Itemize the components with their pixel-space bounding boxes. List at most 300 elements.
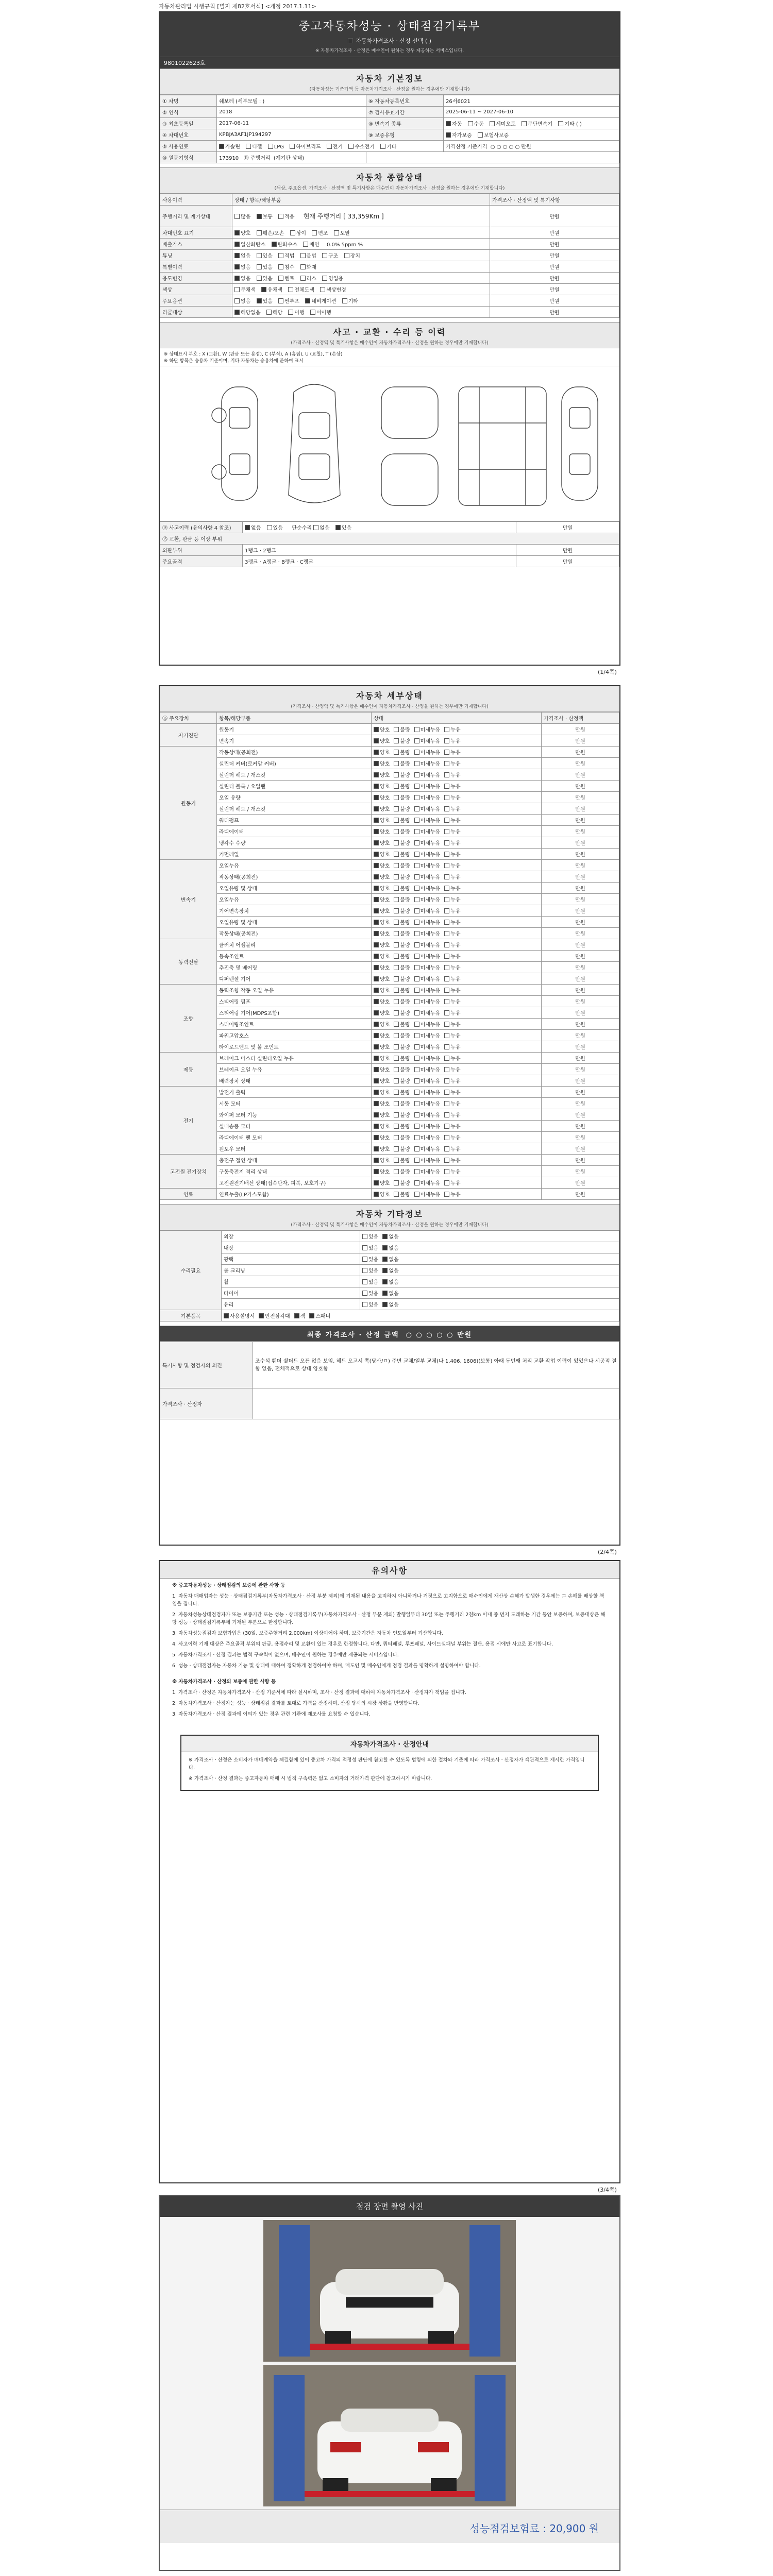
state-checkbox[interactable] [444,1192,449,1197]
state-checkbox[interactable] [394,727,399,732]
state-checkbox[interactable] [444,795,449,800]
state-label: 양호 [380,1011,390,1016]
state-checkbox[interactable] [444,750,449,755]
state-checkbox[interactable] [444,1044,449,1049]
other-checkbox[interactable] [362,1234,367,1239]
state-checkbox[interactable] [444,1090,449,1095]
state-checkbox[interactable] [374,1010,379,1015]
state-checkbox[interactable] [374,1124,379,1129]
fuel-diesel-checkbox[interactable] [246,144,251,149]
opt-checkbox[interactable] [234,242,240,247]
trans-semi-checkbox[interactable] [490,121,495,126]
state-checkbox[interactable] [444,840,449,845]
state-checkbox[interactable] [444,772,449,777]
summary-header [160,167,619,194]
state-checkbox[interactable] [444,1146,449,1151]
state-checkbox[interactable] [444,727,449,732]
opt-checkbox[interactable] [234,253,240,258]
opt-checkbox[interactable] [288,287,293,292]
state-checkbox[interactable] [374,750,379,755]
state-checkbox[interactable] [394,806,399,811]
opt-checkbox[interactable] [234,214,240,219]
state-checkbox[interactable] [394,1135,399,1140]
state-label: 누유 [450,1136,461,1141]
state-checkbox[interactable] [394,999,399,1004]
state-checkbox[interactable] [374,727,379,732]
detail-state [372,1064,542,1075]
state-checkbox[interactable] [394,976,399,981]
warranty-self-checkbox[interactable] [446,132,451,138]
opt-checkbox[interactable] [278,214,283,219]
state-checkbox[interactable] [444,1033,449,1038]
state-checkbox[interactable] [394,965,399,970]
state-checkbox[interactable] [394,908,399,913]
opt-checkbox[interactable] [234,264,240,269]
state-checkbox[interactable] [394,874,399,879]
detail-item: 연료누출(LP가스포함) [217,1189,372,1200]
state-checkbox[interactable] [374,965,379,970]
state-label: 누유 [450,1022,461,1028]
other-checkbox[interactable] [362,1302,367,1307]
state-checkbox[interactable] [444,942,449,947]
state-checkbox[interactable] [394,750,399,755]
state-checkbox[interactable] [414,1101,419,1106]
state-label: 미세누유 [420,897,441,903]
price-guide-text: ※ 가격조사 · 산정 결과는 중고자동차 매매 시 법적 구속력은 없고 소비자의 거래가격 판단에 참고하시기 바랍니다. [189,1776,432,1782]
basic-item-checkbox[interactable] [309,1313,314,1318]
state-checkbox[interactable] [414,1180,419,1185]
state-checkbox[interactable] [414,795,419,800]
state-checkbox[interactable] [374,1192,379,1197]
state-checkbox[interactable] [414,874,419,879]
repair-none-checkbox[interactable] [313,525,318,530]
detail-item: 작동상태(공회전) [217,871,372,883]
accident-yes-checkbox[interactable] [267,525,272,530]
state-checkbox[interactable] [394,1101,399,1106]
other-checkbox[interactable] [382,1302,388,1307]
state-checkbox[interactable] [414,1010,419,1015]
opt-checkbox[interactable] [305,298,310,303]
state-checkbox[interactable] [414,942,419,947]
basic-item-checkbox[interactable] [294,1313,299,1318]
engine-value: 173910 [219,156,239,161]
state-checkbox[interactable] [444,1124,449,1129]
state-checkbox[interactable] [394,1124,399,1129]
price-guide-box [180,1735,599,1791]
state-checkbox[interactable] [374,738,379,743]
state-checkbox[interactable] [374,942,379,947]
state-checkbox[interactable] [394,931,399,936]
other-checkbox[interactable] [382,1268,388,1273]
opt-checkbox[interactable] [300,276,306,281]
state-checkbox[interactable] [394,840,399,845]
state-checkbox[interactable] [374,1158,379,1163]
state-checkbox[interactable] [374,1056,379,1061]
trans-cvt-checkbox[interactable] [522,121,527,126]
final-header [160,1326,619,1342]
state-checkbox[interactable] [444,897,449,902]
trans-manual-checkbox[interactable] [468,121,473,126]
state-checkbox[interactable] [414,772,419,777]
detail-group-label: 연료 [160,1189,217,1200]
notice-sub: ※ 자동차가격조사 · 산정의 보증에 관한 사항 등 [172,1679,276,1685]
other-checkbox[interactable] [362,1245,367,1250]
state-checkbox[interactable] [444,1078,449,1083]
state-checkbox[interactable] [414,1158,419,1163]
state-checkbox[interactable] [444,920,449,925]
opt-checkbox[interactable] [272,242,277,247]
state-checkbox[interactable] [414,1067,419,1072]
state-checkbox[interactable] [444,874,449,879]
state-checkbox[interactable] [374,886,379,891]
state-checkbox[interactable] [394,1169,399,1174]
state-checkbox[interactable] [394,738,399,743]
state-checkbox[interactable] [374,897,379,902]
state-checkbox[interactable] [374,1033,379,1038]
other-checkbox[interactable] [362,1279,367,1284]
state-checkbox[interactable] [394,1112,399,1117]
other-checkbox[interactable] [382,1234,388,1239]
state-checkbox[interactable] [444,863,449,868]
state-label: 불량 [400,818,410,824]
fuel-electric-checkbox[interactable] [327,144,332,149]
other-checkbox[interactable] [362,1268,367,1273]
state-checkbox[interactable] [444,988,449,993]
summary-row-label: 리콜대상 [160,307,232,318]
opt-checkbox[interactable] [234,310,240,315]
notice-item: 1. 가격조사 · 산정은 자동차가격조사 · 산정 기준서에 따라 실시하며, 조사 · 산정 결과에 대하여 자동차가격조사 · 산정자가 책임을 집니다. [172,1690,466,1696]
detail-note: 만원 [542,996,619,1007]
opt-checkbox[interactable] [342,298,347,303]
state-checkbox[interactable] [444,818,449,823]
other-checkbox[interactable] [382,1279,388,1284]
opt-checkbox[interactable] [322,253,327,258]
state-checkbox[interactable] [394,988,399,993]
repair-yes-checkbox[interactable] [335,525,341,530]
state-checkbox[interactable] [394,852,399,857]
detail-state [372,1132,542,1143]
state-checkbox[interactable] [374,920,379,925]
summary-row-note: 만원 [490,250,619,261]
detail-state [372,1155,542,1166]
state-checkbox[interactable] [444,1056,449,1061]
opt-label: 무채색 [241,287,256,293]
state-checkbox[interactable] [394,818,399,823]
opt-checkbox[interactable] [257,230,262,235]
state-checkbox[interactable] [414,1044,419,1049]
state-checkbox[interactable] [374,1112,379,1117]
state-checkbox[interactable] [394,942,399,947]
state-label: 미세누유 [420,943,441,948]
state-checkbox[interactable] [414,852,419,857]
fuel-gasoline-checkbox[interactable] [219,144,224,149]
state-checkbox[interactable] [374,829,379,834]
state-checkbox[interactable] [414,761,419,766]
opt-label: 있음 [273,526,283,531]
state-checkbox[interactable] [374,1022,379,1027]
inspection-photo-front [263,2220,516,2362]
trans-auto-checkbox[interactable] [446,121,451,126]
accident-note: 만원 [516,545,619,556]
detail-note: 만원 [542,837,619,849]
state-checkbox[interactable] [444,852,449,857]
state-checkbox[interactable] [374,874,379,879]
state-label: 양호 [380,1158,390,1164]
opt-checkbox[interactable] [266,310,272,315]
state-checkbox[interactable] [414,920,419,925]
other-checkbox[interactable] [382,1257,388,1262]
state-checkbox[interactable] [414,1056,419,1061]
state-checkbox[interactable] [414,784,419,789]
state-checkbox[interactable] [414,738,419,743]
detail-state [372,781,542,792]
price-check-checkbox[interactable] [348,38,353,43]
state-checkbox[interactable] [414,976,419,981]
state-checkbox[interactable] [444,1112,449,1117]
basic-item-checkbox[interactable] [259,1313,264,1318]
opt-checkbox[interactable] [300,264,306,269]
state-checkbox[interactable] [374,1101,379,1106]
state-checkbox[interactable] [394,1146,399,1151]
state-checkbox[interactable] [394,1090,399,1095]
opt-checkbox[interactable] [278,276,283,281]
state-checkbox[interactable] [394,863,399,868]
state-checkbox[interactable] [444,738,449,743]
opt-checkbox[interactable] [261,287,266,292]
detail-note: 만원 [542,815,619,826]
state-checkbox[interactable] [394,1078,399,1083]
state-checkbox[interactable] [414,1192,419,1197]
opt-label: 미이행 [316,310,331,316]
state-checkbox[interactable] [394,795,399,800]
state-checkbox[interactable] [374,1044,379,1049]
state-checkbox[interactable] [394,1022,399,1027]
state-checkbox[interactable] [444,761,449,766]
state-checkbox[interactable] [444,1010,449,1015]
basic-info-table [160,95,619,163]
state-checkbox[interactable] [444,1022,449,1027]
state-checkbox[interactable] [394,920,399,925]
basic-item-checkbox[interactable] [224,1313,229,1318]
state-checkbox[interactable] [374,1169,379,1174]
state-checkbox[interactable] [414,840,419,845]
state-checkbox[interactable] [394,829,399,834]
state-checkbox[interactable] [374,1135,379,1140]
opt-checkbox[interactable] [334,230,339,235]
opt-checkbox[interactable] [344,253,349,258]
opt-checkbox[interactable] [278,253,283,258]
state-checkbox[interactable] [374,1078,379,1083]
detail-item: 작동상태(공회전) [217,928,372,939]
state-checkbox[interactable] [444,1169,449,1174]
state-checkbox[interactable] [414,806,419,811]
state-checkbox[interactable] [394,897,399,902]
state-checkbox[interactable] [444,954,449,959]
detail-note: 만원 [542,871,619,883]
state-checkbox[interactable] [394,1033,399,1038]
detail-note: 만원 [542,1075,619,1087]
state-checkbox[interactable] [414,727,419,732]
state-checkbox[interactable] [394,1044,399,1049]
state-checkbox[interactable] [374,761,379,766]
state-checkbox[interactable] [414,750,419,755]
state-checkbox[interactable] [444,886,449,891]
state-checkbox[interactable] [394,784,399,789]
state-checkbox[interactable] [414,931,419,936]
fuel-hydrogen-checkbox[interactable] [348,144,354,149]
state-checkbox[interactable] [394,886,399,891]
opt-checkbox[interactable] [288,310,293,315]
state-checkbox[interactable] [444,1135,449,1140]
state-checkbox[interactable] [374,852,379,857]
state-checkbox[interactable] [394,761,399,766]
state-checkbox[interactable] [394,1056,399,1061]
state-checkbox[interactable] [444,999,449,1004]
page-2 [159,685,620,1546]
state-checkbox[interactable] [414,1078,419,1083]
state-checkbox[interactable] [394,1010,399,1015]
opt-checkbox[interactable] [303,242,308,247]
state-checkbox[interactable] [374,806,379,811]
state-checkbox[interactable] [374,954,379,959]
state-checkbox[interactable] [374,1146,379,1151]
state-checkbox[interactable] [394,1067,399,1072]
fuel-hybrid-checkbox[interactable] [290,144,295,149]
opt-checkbox[interactable] [257,253,262,258]
state-checkbox[interactable] [414,999,419,1004]
summary-row-note: 만원 [490,295,619,307]
warranty-label: ⑨ 보증유형 [366,129,444,141]
fuel-other-checkbox[interactable] [380,144,385,149]
opt-label: 유채색 [267,287,283,293]
opt-checkbox[interactable] [234,298,240,303]
state-checkbox[interactable] [444,931,449,936]
state-checkbox[interactable] [444,1067,449,1072]
detail-group-label: 제동 [160,1053,217,1087]
other-checkbox[interactable] [362,1257,367,1262]
state-checkbox[interactable] [374,1180,379,1185]
accident-header [160,322,619,348]
accident-none-checkbox[interactable] [245,525,250,530]
price-guide-body [181,1752,598,1790]
state-checkbox[interactable] [394,1192,399,1197]
state-checkbox[interactable] [444,976,449,981]
other-checkbox[interactable] [362,1291,367,1296]
state-checkbox[interactable] [414,818,419,823]
state-checkbox[interactable] [414,1169,419,1174]
state-checkbox[interactable] [444,1180,449,1185]
opt-label: 있음 [262,299,273,304]
state-label: 불량 [400,875,410,880]
opt-checkbox[interactable] [234,230,240,235]
detail-note: 만원 [542,1166,619,1177]
trans-other-checkbox[interactable] [558,121,563,126]
state-checkbox[interactable] [444,965,449,970]
state-checkbox[interactable] [414,988,419,993]
fuel-opt: 하이브리드 [296,144,321,150]
opt-checkbox[interactable] [234,287,240,292]
state-checkbox[interactable] [374,1090,379,1095]
state-checkbox[interactable] [394,1158,399,1163]
opt-checkbox[interactable] [257,264,262,269]
state-checkbox[interactable] [374,772,379,777]
state-checkbox[interactable] [444,1101,449,1106]
fuel-lpg-checkbox[interactable] [268,144,273,149]
state-label: 미세누유 [420,852,441,858]
state-checkbox[interactable] [414,908,419,913]
opt-checkbox[interactable] [278,264,283,269]
opt-checkbox[interactable] [320,287,325,292]
state-label: 불량 [400,807,410,812]
opt-checkbox[interactable] [322,276,327,281]
state-checkbox[interactable] [414,1022,419,1027]
state-checkbox[interactable] [414,1124,419,1129]
opt-checkbox[interactable] [312,230,317,235]
state-checkbox[interactable] [444,829,449,834]
state-checkbox[interactable] [394,954,399,959]
other-checkbox[interactable] [382,1245,388,1250]
state-checkbox[interactable] [374,976,379,981]
state-checkbox[interactable] [444,1158,449,1163]
state-checkbox[interactable] [414,1112,419,1117]
other-checkbox[interactable] [382,1291,388,1296]
opt-checkbox[interactable] [290,230,295,235]
state-checkbox[interactable] [414,863,419,868]
state-checkbox[interactable] [374,863,379,868]
opt-checkbox[interactable] [257,276,262,281]
opt-checkbox[interactable] [257,298,262,303]
outer-panel-label: 외판부위 [160,545,243,556]
state-checkbox[interactable] [394,772,399,777]
opt-checkbox[interactable] [300,253,306,258]
opt-checkbox[interactable] [278,298,283,303]
state-checkbox[interactable] [374,795,379,800]
opt-checkbox[interactable] [257,214,262,219]
special-text: 조수석 휀더 쉴더드 오픈 없음 보임, 헤드 오고시 쪽(당사/ㅁ) 주변 교체/일부 교체(나 1.406, 1606)(보통) 아래 두번째 처리 교환 작업 이력이 있었으나 시공적 결함 없음, 전체적으로 상태 양호함 [253,1342,619,1388]
state-checkbox[interactable] [394,1180,399,1185]
state-checkbox[interactable] [444,908,449,913]
opt-checkbox[interactable] [234,276,240,281]
state-label: 미세누유 [420,739,441,744]
state-checkbox[interactable] [374,999,379,1004]
state-checkbox[interactable] [414,1090,419,1095]
state-checkbox[interactable] [414,954,419,959]
warranty-insurer-checkbox[interactable] [478,132,483,138]
state-checkbox[interactable] [374,840,379,845]
state-checkbox[interactable] [414,897,419,902]
state-label: 미세누유 [420,1022,441,1028]
state-checkbox[interactable] [374,784,379,789]
state-checkbox[interactable] [414,886,419,891]
state-label: 누유 [450,761,461,767]
detail-group-label: 조향 [160,985,217,1053]
state-checkbox[interactable] [374,1067,379,1072]
state-checkbox[interactable] [374,908,379,913]
reg-label: ⑥ 자동차등록번호 [366,95,444,107]
state-label: 누유 [450,954,461,960]
state-checkbox[interactable] [374,988,379,993]
state-checkbox[interactable] [414,829,419,834]
state-checkbox[interactable] [414,1135,419,1140]
state-checkbox[interactable] [414,1033,419,1038]
state-checkbox[interactable] [374,931,379,936]
state-checkbox[interactable] [414,965,419,970]
state-checkbox[interactable] [374,818,379,823]
state-checkbox[interactable] [414,1146,419,1151]
state-checkbox[interactable] [444,784,449,789]
opt-checkbox[interactable] [310,310,315,315]
state-checkbox[interactable] [444,806,449,811]
